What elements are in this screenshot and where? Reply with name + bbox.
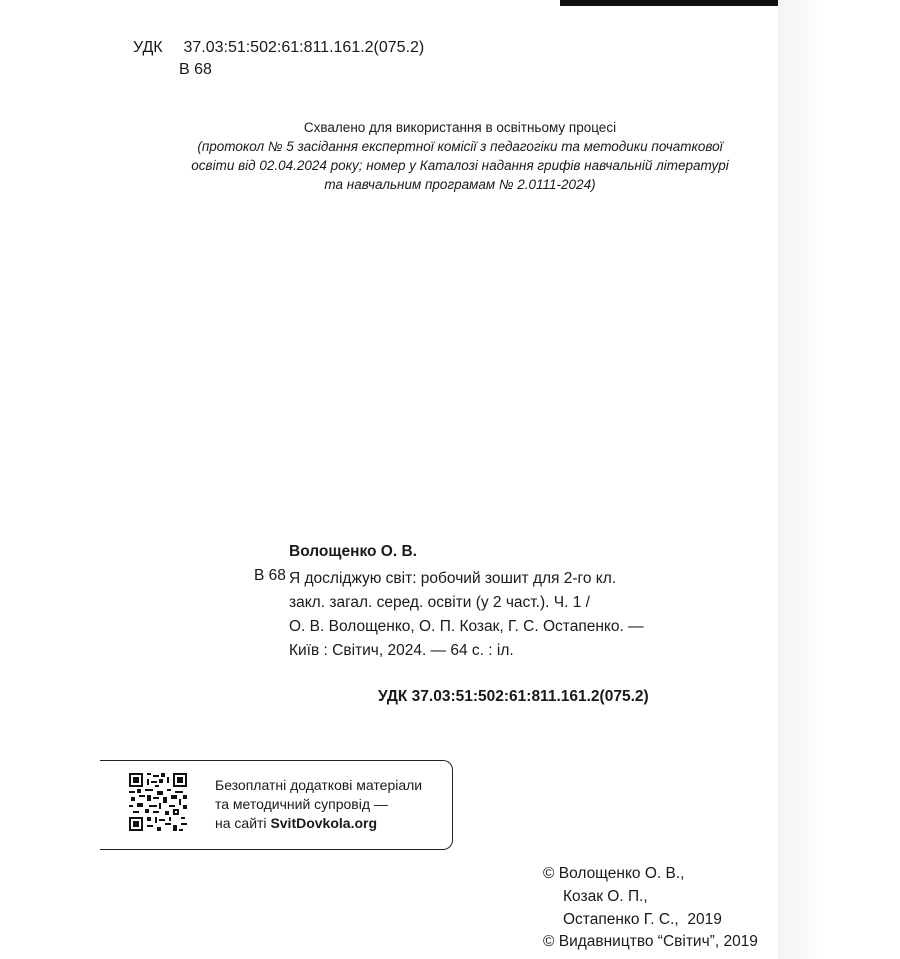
promo-text	[215, 776, 422, 833]
approval-line-1: Схвалено для використання в освітньому процесі	[303, 120, 617, 135]
approval-line-2: (протокол № 5 засідання експертної комісії з педагогіки та методики початкової	[197, 139, 723, 154]
scan-edge-right	[778, 0, 900, 959]
qr-code-icon[interactable]	[129, 773, 187, 831]
udk-label: УДК	[133, 39, 163, 56]
promo-prefix: на сайті	[215, 815, 271, 831]
approval-block	[190, 118, 730, 194]
udk-code: 37.03:51:502:61:811.161.2(075.2)	[183, 39, 425, 56]
copyright-line-3: Остапенко Г. С., 2019	[563, 911, 722, 928]
bibliography-udk: УДК 37.03:51:502:61:811.161.2(075.2)	[378, 688, 649, 705]
scan-edge-top	[560, 0, 780, 6]
bibliography-line-2: закл. загал. серед. освіти (у 2 част.). Ч. 1 /	[289, 594, 590, 611]
copyright-line-1: © Волощенко О. В.,	[543, 865, 685, 882]
bibliography-line-1: Я досліджую світ: робочий зошит для 2-го кл.	[289, 570, 617, 587]
copyright-line-4: © Видавництво “Світич”, 2019	[543, 933, 758, 950]
bibliography-author: Волощенко О. В.	[289, 543, 417, 560]
approval-line-3: освіти від 02.04.2024 року; номер у Каталозі надання грифів навчальній літературі	[191, 158, 729, 173]
promo-line-1: Безоплатні додаткові матеріали	[215, 777, 423, 793]
udk-author-mark: В 68	[179, 61, 212, 78]
bibliography-line-3: О. В. Волощенко, О. П. Козак, Г. С. Остапенко. —	[289, 618, 644, 635]
promo-line-2: та методичний супровід —	[215, 796, 388, 812]
approval-line-4: та навчальним програмам № 2.0111-2024)	[324, 177, 596, 192]
promo-site-link[interactable]: SvitDovkola.org	[270, 815, 378, 831]
bibliography-line-4: Київ : Світич, 2024. — 64 с. : іл.	[289, 642, 514, 659]
copyright-line-2: Козак О. П.,	[563, 888, 648, 905]
bibliography-code: В 68	[254, 567, 286, 584]
promo-line-3	[215, 814, 422, 833]
udk-header	[133, 37, 424, 59]
bibliography-text	[289, 567, 667, 663]
